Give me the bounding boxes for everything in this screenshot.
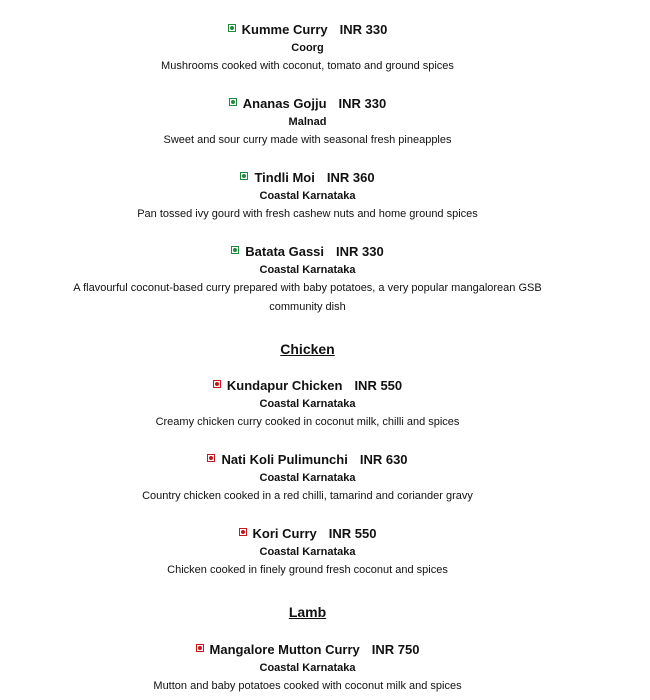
dish-description: Mushrooms cooked with coconut, tomato and ground spices: [161, 60, 454, 72]
veg-indicator-icon: [240, 172, 248, 180]
nonveg-indicator-icon: [239, 528, 247, 536]
menu-item: [0, 244, 615, 317]
dish-region: Coastal Karnataka: [259, 662, 356, 674]
dish-region: Coastal Karnataka: [259, 472, 356, 484]
dish-region: Coastal Karnataka: [259, 264, 356, 276]
dish-region: Coorg: [291, 42, 324, 54]
dish-region: Coastal Karnataka: [259, 190, 356, 202]
dish-name: Kori Curry: [252, 526, 317, 541]
menu-item: [0, 642, 615, 696]
dish-price: INR 630: [359, 452, 408, 467]
dish-description: Pan tossed ivy gourd with fresh cashew nuts and home ground spices: [137, 208, 478, 220]
dish-region: Malnad: [288, 116, 327, 128]
dish-name: Nati Koli Pulimunchi: [221, 452, 348, 467]
veg-indicator-icon: [228, 24, 236, 32]
veg-indicator-icon: [229, 98, 237, 106]
dish-title-line: [0, 170, 615, 186]
dish-description: Creamy chicken curry cooked in coconut milk, chilli and spices: [155, 416, 460, 428]
dish-title-line: [0, 642, 615, 658]
dish-name: Kundapur Chicken: [226, 378, 343, 393]
dish-title-line: [0, 22, 615, 38]
dish-region: Coastal Karnataka: [259, 398, 356, 410]
dish-name: Kumme Curry: [241, 22, 328, 37]
nonveg-indicator-icon: [213, 380, 221, 388]
menu-item: [0, 22, 615, 76]
menu-item: [0, 452, 615, 506]
dish-title-line: [0, 96, 615, 112]
dish-price: INR 750: [371, 642, 420, 657]
dish-price: INR 330: [338, 96, 387, 111]
dish-price: INR 550: [328, 526, 377, 541]
dish-price: INR 550: [354, 378, 403, 393]
dish-title-line: [0, 378, 615, 394]
menu-item: [0, 96, 615, 150]
dish-region: Coastal Karnataka: [259, 546, 356, 558]
dish-description: Chicken cooked in finely ground fresh coconut and spices: [167, 564, 448, 576]
menu-item: [0, 170, 615, 224]
dish-title-line: [0, 526, 615, 542]
dish-description: Sweet and sour curry made with seasonal fresh pineapples: [163, 134, 452, 146]
dish-description: A flavourful coconut-based curry prepared with baby potatoes, a very popular mangalorean GSB community dish: [73, 282, 542, 313]
nonveg-indicator-icon: [196, 644, 204, 652]
dish-title-line: [0, 244, 615, 260]
dish-name: Batata Gassi: [245, 244, 325, 259]
dish-description: Mutton and baby potatoes cooked with coconut milk and spices: [153, 680, 462, 692]
menu-item: [0, 378, 615, 432]
veg-indicator-icon: [231, 246, 239, 254]
nonveg-indicator-icon: [207, 454, 215, 462]
dish-price: INR 330: [336, 244, 384, 259]
dish-description: Country chicken cooked in a red chilli, tamarind and coriander gravy: [142, 490, 473, 502]
section-heading-chicken: Chicken: [280, 341, 335, 357]
dish-price: INR 330: [339, 22, 388, 37]
dish-price: INR 360: [326, 170, 375, 185]
dish-name: Ananas Gojju: [242, 96, 327, 111]
dish-name: Tindli Moi: [254, 170, 315, 185]
dish-name: Mangalore Mutton Curry: [209, 642, 360, 657]
menu-item: [0, 526, 615, 580]
section-heading-lamb: Lamb: [288, 604, 327, 620]
dish-title-line: [0, 452, 615, 468]
